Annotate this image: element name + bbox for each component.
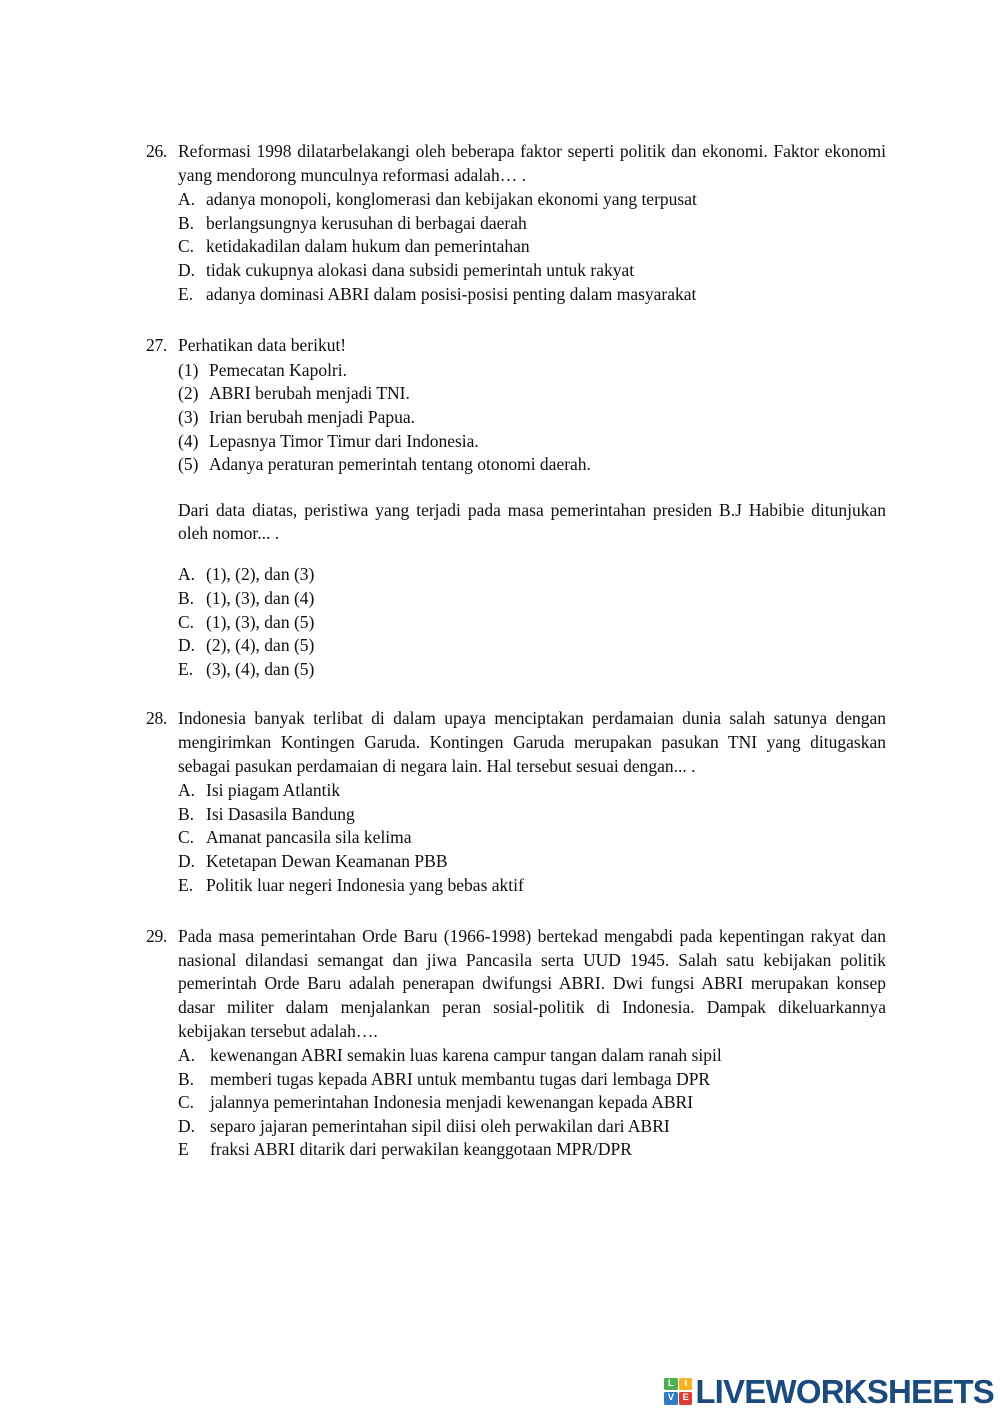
logo-cell-i: I	[679, 1378, 692, 1391]
liveworksheets-brand-text: LIVEWORKSHEETS	[695, 1372, 994, 1410]
option-letter: D.	[178, 259, 196, 280]
answer-option[interactable]	[178, 850, 886, 874]
option-letter: A.	[178, 780, 196, 801]
option-text: adanya monopoli, konglomerasi dan kebijakan ekonomi yang terpusat	[206, 189, 697, 210]
option-letter: D.	[178, 635, 196, 656]
questions-container	[146, 140, 886, 1184]
option-letter: E	[178, 1139, 189, 1160]
option-text: separo jajaran pemerintahan sipil diisi oleh perwakilan dari ABRI	[210, 1115, 670, 1136]
question-stem: Indonesia banyak terlibat di dalam upaya menciptakan perdamaian dunia salah satunya dengan mengirimkan Kontingen Garuda. Kontingen Garuda merupakan pasukan TNI yang ditugaskan sebagai pasukan perdamaian di negara lain. Hal tersebut sesuai dengan... .	[178, 708, 886, 776]
answer-option[interactable]	[178, 779, 886, 803]
option-text: fraksi ABRI ditarik dari perwakilan keanggotaan MPR/DPR	[210, 1139, 632, 1160]
logo-cell-v: V	[664, 1392, 677, 1405]
option-letter: A.	[178, 189, 196, 210]
option-text: Ketetapan Dewan Keamanan PBB	[206, 850, 448, 871]
question-item-29	[146, 925, 886, 1162]
option-letter: E.	[178, 283, 194, 304]
data-list-item	[178, 359, 886, 383]
option-text: jalannya pemerintahan Indonesia menjadi kewenangan kepada ABRI	[210, 1092, 694, 1113]
option-text: memberi tugas kepada ABRI untuk membantu tugas dari lembaga DPR	[210, 1068, 711, 1089]
option-letter: D.	[178, 1115, 196, 1136]
data-item-marker: (3)	[178, 406, 199, 427]
liveworksheets-footer	[664, 1371, 994, 1411]
answer-options	[178, 188, 886, 306]
answer-option[interactable]	[178, 634, 886, 658]
option-letter: B.	[178, 1068, 195, 1089]
question-stem: Perhatikan data berikut!	[178, 335, 347, 356]
question-body	[178, 925, 886, 1162]
question-number: 29.	[146, 926, 167, 947]
data-item-text: Pemecatan Kapolri.	[209, 359, 348, 380]
option-text: kewenangan ABRI semakin luas karena campur tangan dalam ranah sipil	[210, 1045, 722, 1066]
option-text: Politik luar negeri Indonesia yang bebas aktif	[206, 874, 524, 895]
answer-option[interactable]	[178, 1115, 886, 1139]
option-letter: D.	[178, 850, 196, 871]
option-letter: A.	[178, 1045, 196, 1066]
liveworksheets-logo-icon	[664, 1378, 692, 1405]
answer-option[interactable]	[178, 563, 886, 587]
option-text: Amanat pancasila sila kelima	[206, 827, 412, 848]
answer-option[interactable]	[178, 235, 886, 259]
data-item-text: ABRI berubah menjadi TNI.	[209, 383, 410, 404]
data-item-marker: (5)	[178, 454, 199, 475]
data-list-item	[178, 430, 886, 454]
answer-option[interactable]	[178, 874, 886, 898]
answer-option[interactable]	[178, 1138, 886, 1162]
answer-option[interactable]	[178, 803, 886, 827]
option-letter: C.	[178, 1092, 195, 1113]
answer-option[interactable]	[178, 826, 886, 850]
answer-option[interactable]	[178, 1068, 886, 1092]
data-item-marker: (4)	[178, 430, 199, 451]
data-statement-list	[178, 359, 886, 477]
option-letter: E.	[178, 874, 194, 895]
question-item-26	[146, 140, 886, 306]
answer-option[interactable]	[178, 283, 886, 307]
option-text: ketidakadilan dalam hukum dan pemerintahan	[206, 236, 530, 257]
logo-cell-l: L	[664, 1378, 677, 1391]
option-text: adanya dominasi ABRI dalam posisi-posisi penting dalam masyarakat	[206, 283, 697, 304]
data-list-item	[178, 382, 886, 406]
option-letter: B.	[178, 212, 195, 233]
answer-option[interactable]	[178, 188, 886, 212]
answer-option[interactable]	[178, 212, 886, 236]
option-text: (2), (4), dan (5)	[206, 635, 315, 656]
option-letter: C.	[178, 611, 195, 632]
question-item-27	[146, 334, 886, 681]
data-item-marker: (1)	[178, 359, 199, 380]
question-number: 26.	[146, 141, 167, 161]
question-stem: Reformasi 1998 dilatarbelakangi oleh beberapa faktor seperti politik dan ekonomi. Faktor ekonomi yang mendorong munculnya reformasi adalah… .	[178, 141, 886, 185]
option-text: tidak cukupnya alokasi dana subsidi pemerintah untuk rakyat	[206, 259, 635, 280]
option-letter: B.	[178, 588, 195, 608]
answer-options	[178, 563, 886, 681]
question-body	[178, 707, 886, 897]
question-number: 28.	[146, 708, 167, 729]
option-text: (1), (3), dan (5)	[206, 611, 315, 632]
question-subprompt: Dari data diatas, peristiwa yang terjadi pada masa pemerintahan presiden B.J Habibie ditunjukan oleh nomor... .	[178, 499, 886, 544]
logo-cell-e: E	[679, 1392, 692, 1405]
question-body	[178, 334, 886, 681]
option-letter: E.	[178, 658, 194, 679]
question-number: 27.	[146, 335, 167, 356]
answer-option[interactable]	[178, 1091, 886, 1115]
option-letter: A.	[178, 564, 196, 585]
answer-option[interactable]	[178, 611, 886, 635]
question-stem: Pada masa pemerintahan Orde Baru (1966-1998) bertekad mengabdi pada kepentingan rakyat dan nasional dilandasi semangat dan jiwa Pancasila serta UUD 1945. Salah satu kebijakan politik pemerintah Orde Baru adalah penerapan dwifungsi ABRI. Dwi fungsi ABRI merupakan konsep dasar militer dalam menjalankan peran sosial-politik di Indonesia. Dampak dikeluarkannya kebijakan tersebut adalah….	[178, 926, 886, 1041]
option-text: berlangsungnya kerusuhan di berbagai daerah	[206, 212, 527, 233]
option-letter: C.	[178, 236, 195, 257]
answer-option[interactable]	[178, 259, 886, 283]
answer-options	[178, 1044, 886, 1162]
data-list-item	[178, 453, 886, 477]
option-text: Isi piagam Atlantik	[206, 780, 341, 801]
data-list-item	[178, 406, 886, 430]
option-text: (1), (2), dan (3)	[206, 564, 315, 585]
question-body	[178, 140, 886, 306]
question-item-28	[146, 707, 886, 897]
option-text: (1), (3), dan (4)	[206, 588, 315, 608]
option-letter: C.	[178, 827, 195, 848]
answer-option[interactable]	[178, 658, 886, 682]
option-text: (3), (4), dan (5)	[206, 658, 315, 679]
answer-option[interactable]	[178, 1044, 886, 1068]
option-text: Isi Dasasila Bandung	[206, 803, 355, 824]
data-item-text: Adanya peraturan pemerintah tentang otonomi daerah.	[209, 454, 591, 475]
data-item-text: Lepasnya Timor Timur dari Indonesia.	[209, 430, 479, 451]
data-item-marker: (2)	[178, 383, 199, 404]
answer-option[interactable]	[178, 587, 886, 611]
data-item-text: Irian berubah menjadi Papua.	[209, 406, 416, 427]
option-letter: B.	[178, 803, 195, 824]
answer-options	[178, 779, 886, 897]
